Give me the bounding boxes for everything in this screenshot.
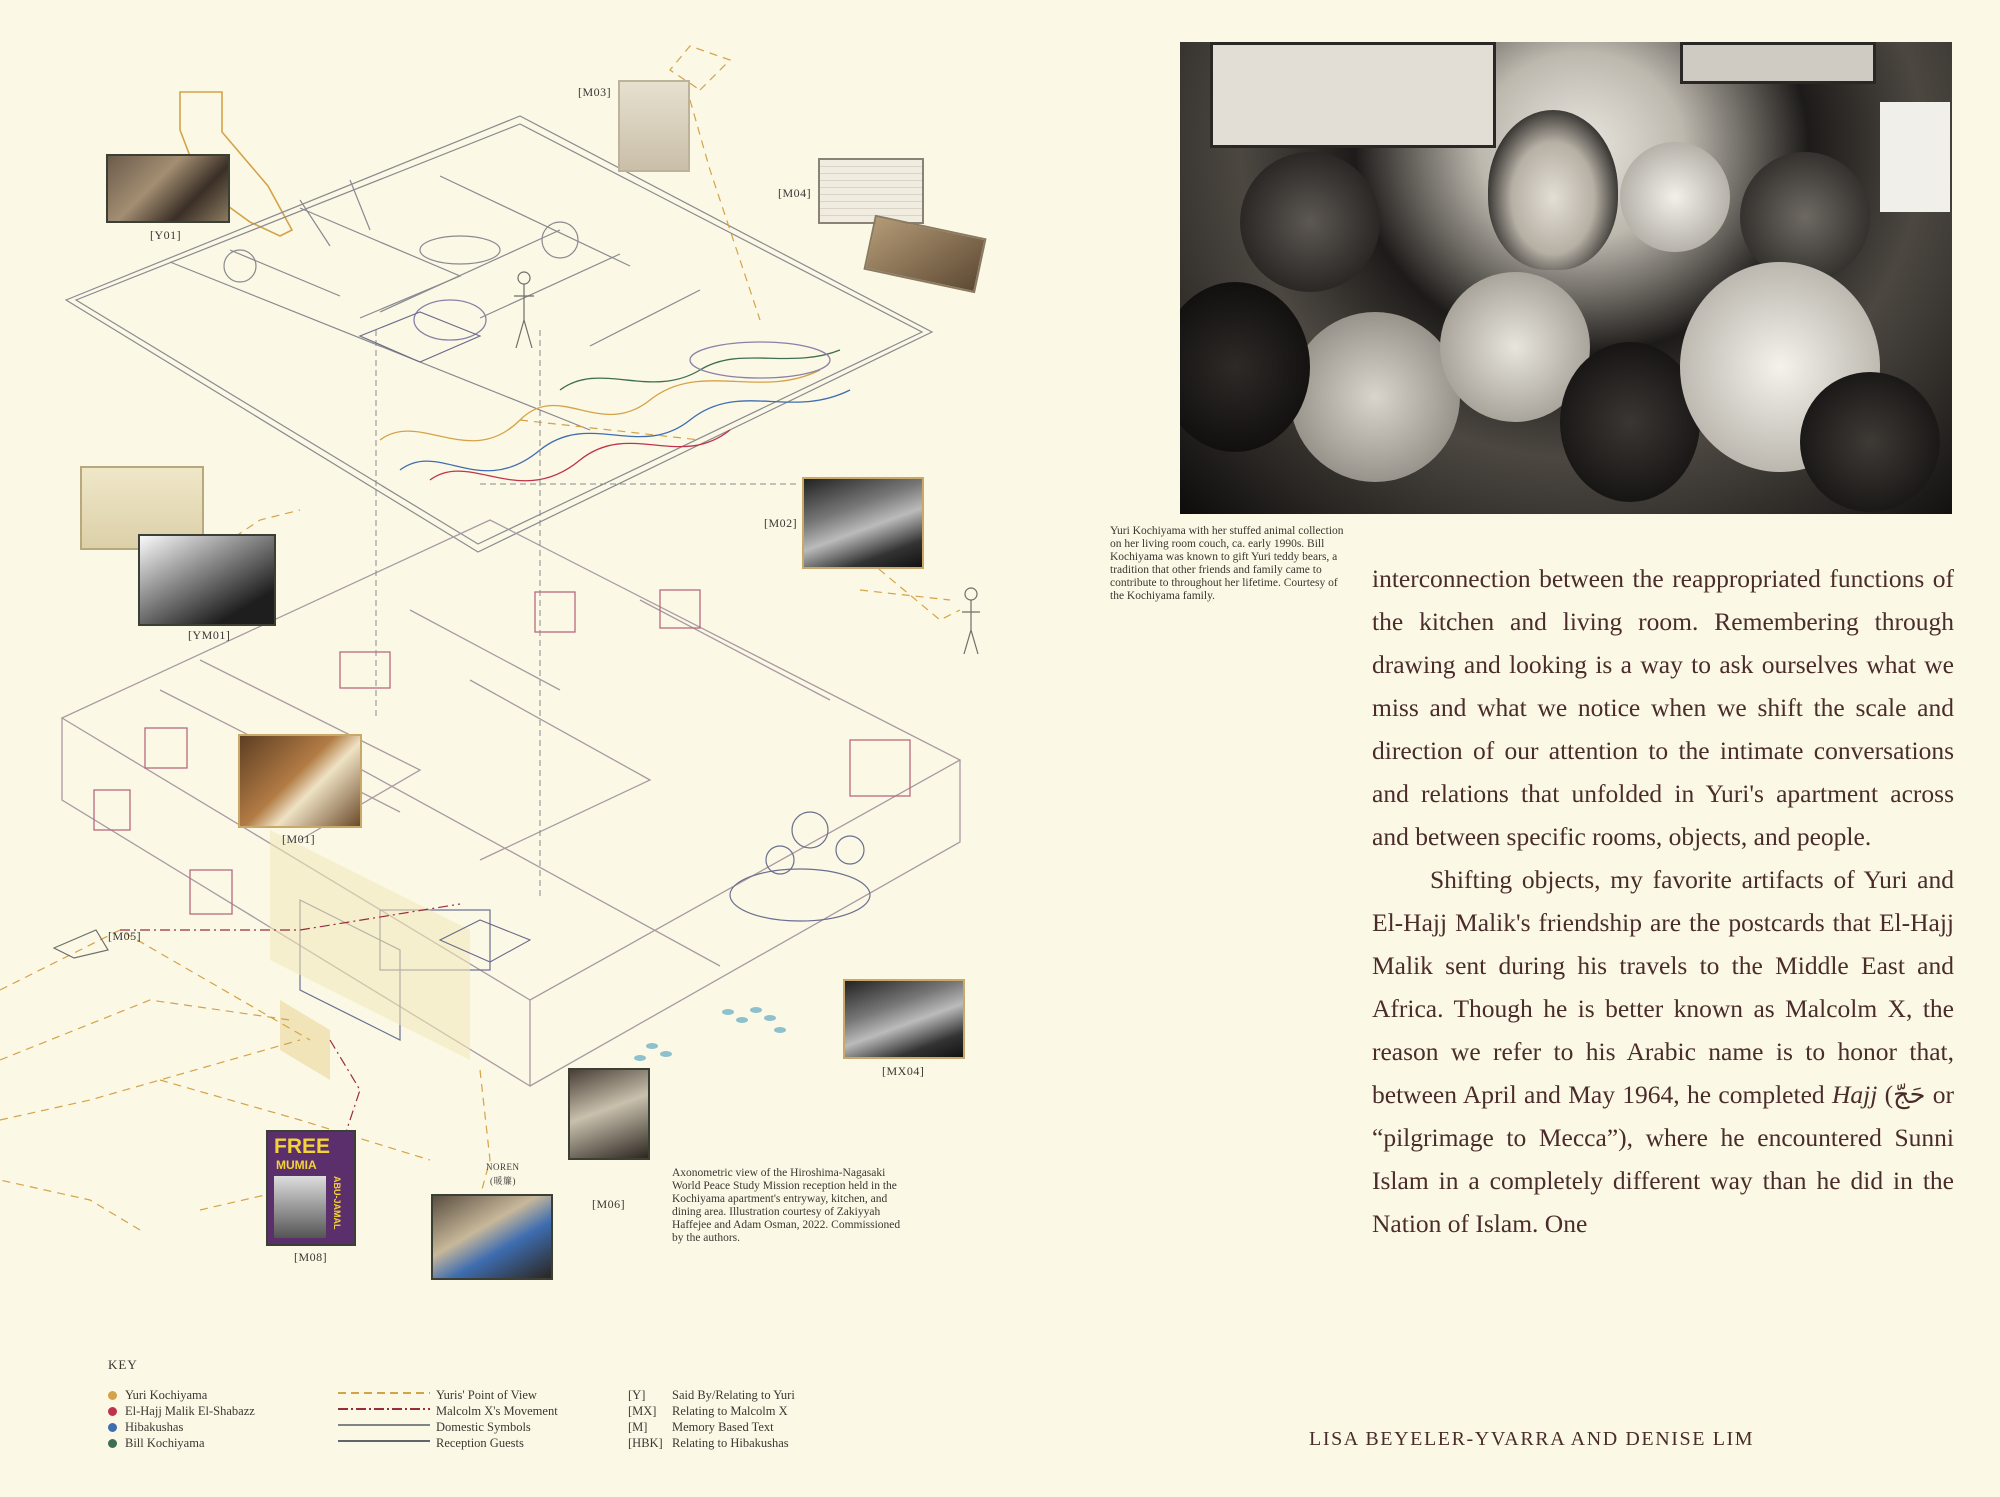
- photo-bear-6: [1560, 342, 1700, 502]
- dashed-line-icon: [338, 1391, 430, 1395]
- poster-m08: [266, 1130, 356, 1246]
- label-m08: [M08]: [294, 1250, 328, 1264]
- paragraph-2: Shifting objects, my favorite artifacts of Yuri and El-Hajj Malik's friendship are the postcards that El-Hajj Malik sent during his travels to the Middle East and Africa. Though he is better known as Malcolm X, the reason we refer to his Arabic name is to honor that, between April and May 1964, he completed Hajj (حَجّ or “pilgrimage to Mecca”), where he encountered Sunni Islam in a completely different way than he did in the Nation of Islam. One: [1372, 865, 1954, 1238]
- solid-dark-line-icon: [338, 1439, 430, 1443]
- key-line-domestic: Domestic Symbols: [338, 1420, 531, 1435]
- photo-m04-notebook: [818, 158, 924, 224]
- main-photo-teddy-bears: [1180, 42, 1952, 514]
- malcolm-dot-icon: [108, 1407, 117, 1416]
- paragraph-1: interconnection between the reappropriated functions of the kitchen and living room. Remembering through drawing and looking is a way to ask ourselves what we miss and what we notice when we shift the scale and direction of our attention to the intimate conversations and relations that unfolded in Yuri's apartment across and between specific rooms, objects, and people.: [1372, 564, 1954, 851]
- photo-bear-2: [1620, 142, 1730, 252]
- key-code-mx: [MX] Relating to Malcolm X: [628, 1404, 788, 1418]
- label-ym01: [YM01]: [188, 628, 231, 642]
- photo-caption: Yuri Kochiyama with her stuffed animal collection on her living room couch, ca. early 1990s. Bill Kochiyama was known to gift Yuri teddy bears, a tradition that other friends and family came to contribute to throughout her lifetime. Courtesy of the Kochiyama family.: [1110, 525, 1344, 602]
- noren-jp-label: (暖簾): [490, 1176, 516, 1186]
- key-code-y: [Y] Said By/Relating to Yuri: [628, 1388, 795, 1402]
- solid-line-icon: [338, 1423, 430, 1427]
- key-line-movement: Malcolm X's Movement: [338, 1404, 558, 1419]
- poster-abu-jamal: ABU-JAMAL: [332, 1176, 342, 1230]
- poster-mumia: MUMIA: [276, 1158, 317, 1172]
- label-m01: [M01]: [282, 832, 316, 846]
- hajj-term: Hajj: [1831, 1080, 1878, 1109]
- key-code-m: [M] Memory Based Text: [628, 1420, 774, 1434]
- photo-reception: [431, 1194, 553, 1280]
- photo-yuri-face: [1488, 110, 1618, 270]
- photo-mx04: [843, 979, 965, 1059]
- label-m06: [M06]: [592, 1197, 626, 1211]
- label-mx04: [MX04]: [882, 1064, 925, 1078]
- key-line-pov: Yuris' Point of View: [338, 1388, 537, 1403]
- key-person-hibakushas: Hibakushas: [108, 1420, 183, 1435]
- poster-portrait: [274, 1176, 326, 1238]
- photo-bear-1: [1240, 152, 1380, 292]
- photo-m01: [238, 734, 362, 828]
- bill-dot-icon: [108, 1439, 117, 1448]
- photo-wall-papers: [1880, 102, 1950, 212]
- key-person-malcolm: El-Hajj Malik El-Shabazz: [108, 1404, 255, 1419]
- photo-bear-9: [1180, 282, 1310, 452]
- dashdot-line-icon: [338, 1407, 430, 1411]
- hibakushas-dot-icon: [108, 1423, 117, 1432]
- key-person-bill: Bill Kochiyama: [108, 1436, 205, 1451]
- yuri-dot-icon: [108, 1391, 117, 1400]
- key-code-hbk: [HBK] Relating to Hibakushas: [628, 1436, 789, 1450]
- label-m03: [M03]: [578, 85, 612, 99]
- label-y01: [Y01]: [150, 228, 182, 242]
- label-m02: [M02]: [764, 516, 798, 530]
- key-person-yuri: Yuri Kochiyama: [108, 1388, 207, 1403]
- photo-bear-3: [1740, 152, 1870, 282]
- photo-m06: [568, 1068, 650, 1160]
- photo-bear-8: [1800, 372, 1940, 512]
- axonometric-caption: Axonometric view of the Hiroshima-Nagasaki World Peace Study Mission reception held in the Kochiyama apartment's entryway, kitchen, and dining area. Illustration courtesy of Zakiyyah Haffejee and Adam Osman, 2022. Commissioned by the authors.: [672, 1167, 901, 1244]
- key-title: KEY: [108, 1357, 138, 1372]
- noren-label: NOREN: [486, 1162, 520, 1172]
- body-text: [1372, 557, 1954, 1245]
- photo-m02: [802, 477, 924, 569]
- key-line-guests: Reception Guests: [338, 1436, 524, 1451]
- poster-free: FREE: [274, 1135, 331, 1158]
- photo-ym01: [138, 534, 276, 626]
- photo-m03-letter: [618, 80, 690, 172]
- photo-y01: [106, 154, 230, 223]
- label-m05: [M05]: [108, 929, 142, 943]
- photo-frame-top: [1210, 42, 1496, 148]
- photo-bear-4: [1290, 312, 1460, 482]
- author-running-footer: LISA BEYELER-YVARRA AND DENISE LIM: [1309, 1428, 1755, 1450]
- photo-frame-top-right: [1680, 42, 1876, 84]
- label-m04: [M04]: [778, 186, 812, 200]
